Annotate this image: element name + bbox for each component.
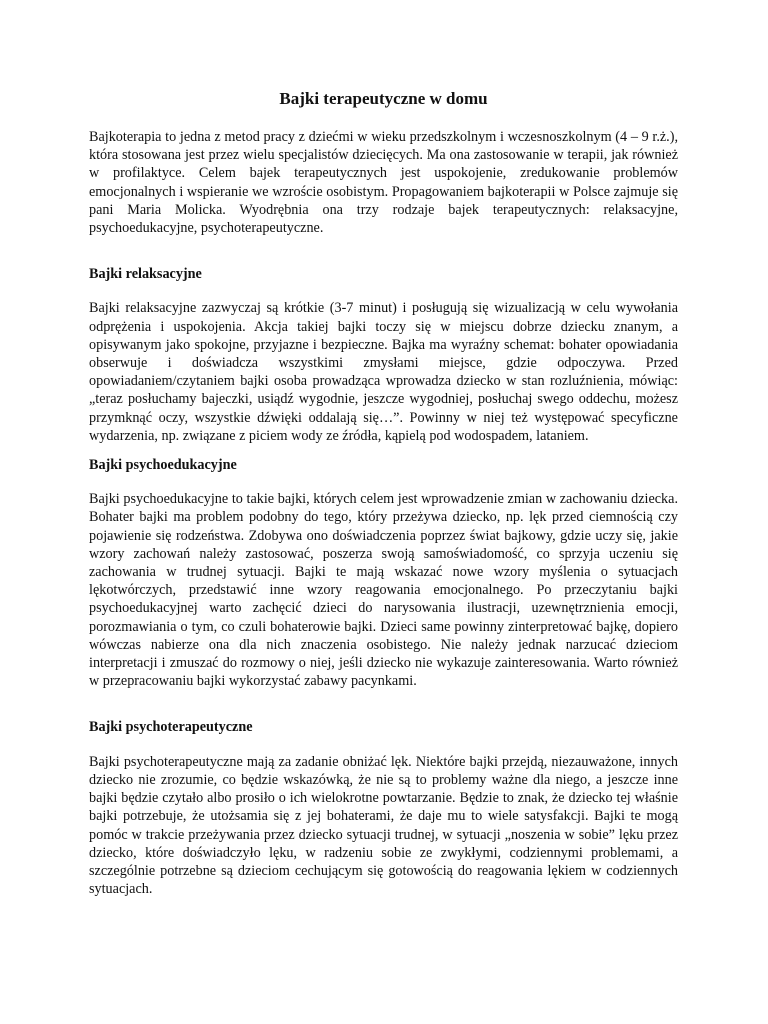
section-body-psychoedukacyjne: Bajki psychoedukacyjne to takie bajki, których celem jest wprowadzenie zmian w zachowaniu dziecka. Bohater bajki ma problem podobny do tego, który przeżywa dziecko, np. lęk przed ciemnością czy pojawienie się rodzeństwa. Zdobywa ono doświadczenia poprzez świat bajkowy, gdzie uczy się, jakie wzory zachowań należy zastosować, poszerza swoją samoświadomość, co sprzyja uczeniu się zachowania w trudnej sytuacji. Bajki te mają wskazać nowe wzory myślenia o sytuacjach lękotwórczych, przedstawić inne wzory reagowania emocjonalnego. Po przeczytaniu bajki psychoedukacyjnej warto zachęcić dzieci do narysowania ilustracji, uzewnętrznienia emocji, porozmawiania o tym, co czuli bohaterowie bajki. Dzieci same powinny zinterpretować bajkę, dopiero wówczas nabierze ona dla nich znaczenia osobistego. Nie należy jednak narzucać dzieciom interpretacji i zmuszać do rozmowy o niej, jeśli dziecko nie wykazuje zainteresowania. Warto również w przepracowaniu bajki wykorzystać zabawy pacynkami. xyxy=(89,491,678,690)
section-heading-psychoterapeutyczne: Bajki psychoterapeutyczne xyxy=(89,719,253,736)
section-heading-psychoedukacyjne: Bajki psychoedukacyjne xyxy=(89,457,237,474)
document-title: Bajki terapeutyczne w domu xyxy=(279,89,488,108)
section-body-relaksacyjne: Bajki relaksacyjne zazwyczaj są krótkie (3-7 minut) i posługują się wizualizacją w celu wywołania odprężenia i uspokojenia. Akcja takiej bajki toczy się w miejscu dobrze dziecku znanym, a opisywanym jako spokojne, przyjazne i bezpieczne. Bajka ma wyraźny schemat: bohater opowiadania obserwuje i doświadcza wszystkimi zmysłami miejsce, gdzie odpoczywa. Przed opowiadaniem/czytaniem bajki osoba prowadząca wprowadza dziecko w stan rozluźnienia, mówiąc: „teraz posłuchamy bajeczki, usiądź wygodnie, jeszcze wygodniej, posłuchaj swego oddechu, możesz przymknąć oczy, wszystkie dźwięki oddalają się…”. Powinny w niej też występować specyficzne wydarzenia, np. związane z piciem wody ze źródła, kąpielą pod wodospadem, lataniem. xyxy=(89,300,678,444)
section-body-psychoterapeutyczne: Bajki psychoterapeutyczne mają za zadanie obniżać lęk. Niektóre bajki przejdą, niezauważone, innych dziecko nie zrozumie, co będzie wskazówką, że nie są to problemy ważne dla niego, a jeszcze inne bajki będzie czytało albo prosiło o ich wielokrotne powtarzanie. Będzie to znak, że dziecko tej właśnie bajki potrzebuje, że utożsamia się z jej bohaterami, że daje mu to wiele satysfakcji. Bajki te mogą pomóc w trakcie przeżywania przez dziecko sytuacji trudnej, w sytuacji „noszenia w sobie” lęku przez dziecko, które doświadczyło lęku, w radzeniu sobie ze zwykłymi, codziennymi problemami, a szczególnie potrzebne są dzieciom cechującym się gotowością do reagowania lękiem w codziennych sytuacjach. xyxy=(89,753,678,898)
intro-paragraph: Bajkoterapia to jedna z metod pracy z dziećmi w wieku przedszkolnym i wczesnoszkolnym (4 – 9 r.ż.), która stosowana jest przez wielu specjalistów dziecięcych. Ma ona zastosowanie w terapii, jak również w profilaktyce. Celem bajek terapeutycznych jest uspokojenie, zredukowanie problemów emocjonalnych i wspieranie we wzroście osobistym. Propagowaniem bajkoterapii w Polsce zajmuje się pani Maria Molicka. Wyodrębnia ona trzy rodzaje bajek terapeutycznych: relaksacyjne, psychoedukacyjne, psychoterapeutyczne. xyxy=(89,129,678,237)
section-heading-relaksacyjne: Bajki relaksacyjne xyxy=(89,266,202,283)
document-page xyxy=(89,88,678,898)
